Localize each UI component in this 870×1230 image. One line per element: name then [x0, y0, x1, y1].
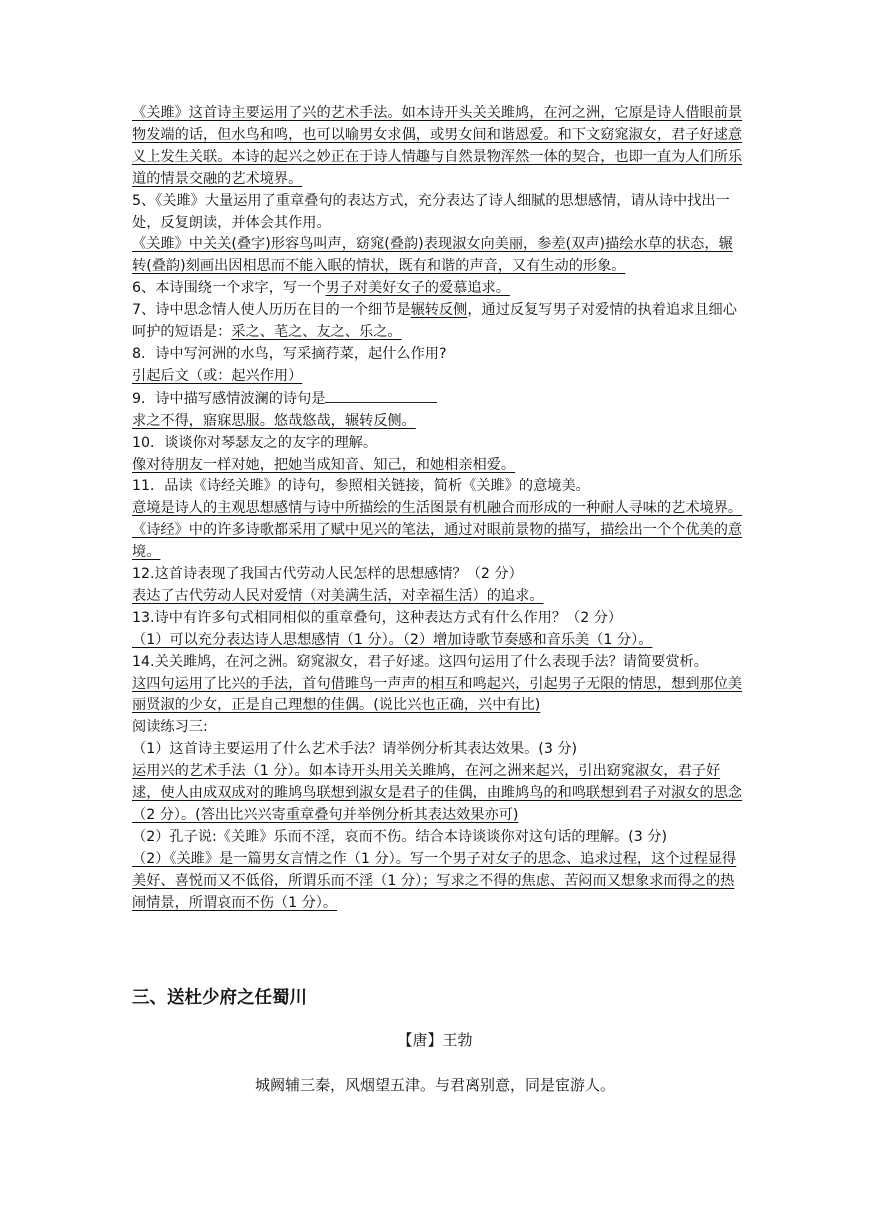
paragraph — [132, 433, 744, 455]
question-text: ，通过反复写男子对爱情的执着追求且细心呵护的短语是： — [132, 302, 737, 341]
paragraph — [132, 674, 744, 718]
poem-line: 城阙辅三秦，风烟望五津。与君离别意，同是宦游人。 — [254, 1076, 615, 1094]
question-text: 11．品读《诗经关雎》的诗句，参照相关链接，简析《关雎》的意境美。 — [132, 478, 590, 495]
poem-author: 【唐】王勃 — [397, 1031, 473, 1049]
question-text: （1）这首诗主要运用了什么艺术手法？请举例分析其表达效果。(3 分) — [132, 741, 578, 758]
answer-text: 采之、芼之、友之、乐之。 — [231, 324, 402, 341]
paragraph — [132, 717, 744, 739]
paragraph — [132, 234, 744, 278]
paragraph — [132, 411, 744, 433]
answer-text: （2）《关雎》是一篇男女言情之作（1 分）。写一个男子对女子的思念、追求过程，这个过程显得美好、喜悦而又不低俗，所谓乐而不淫（1 分）；写求之不得的焦虑、苦闷而又想象求而得之的热闹情景，所谓哀而不伤（1 分）。 — [132, 850, 737, 911]
paragraph — [132, 564, 744, 586]
paragraph — [132, 191, 744, 235]
answer-text: 引起后文（或：起兴作用） — [132, 367, 303, 384]
answer-text: 运用兴的艺术手法（1 分）。如本诗开头用关关雎鸠，在河之洲来起兴，引出窈窕淑女，君子好逑，使人由成双成对的雎鸠鸟联想到淑女是君子的佳偶，由雎鸠鸟的和鸣联想到君子对淑女的思念（2 分）。(答出比兴兴寄重章叠句并举例分析其表达效果亦可) — [132, 763, 743, 823]
section-heading: 三、送杜少府之任蜀川 — [132, 988, 307, 1008]
question-text: 10．谈谈你对琴瑟友之的友字的理解。 — [132, 434, 378, 451]
question-text: 6、本诗围绕一个求字，写一个 — [132, 280, 326, 297]
paragraph — [132, 586, 744, 608]
paragraph — [132, 278, 744, 300]
answer-text: 像对待朋友一样对她，把她当成知音、知己，和她相亲相爱。 — [132, 456, 516, 473]
paragraph — [132, 103, 744, 191]
answer-text: （1）可以充分表达诗人思想感情（1 分）。（2）增加诗歌节奏感和音乐美（1 分）。 — [132, 631, 653, 648]
paragraph — [132, 455, 744, 477]
question-text: 12.这首诗表现了我国古代劳动人民怎样的思想感情？（2 分） — [132, 566, 523, 583]
answer-text: 《关雎》中关关(叠字)形容鸟叫声，窈窕(叠韵)表现淑女向美丽，参差(双声)描绘水草的状态，辗转(叠韵)刻画出因相思而不能入眠的情状，既有和谐的声音，又有生动的形象。 — [132, 236, 733, 275]
answer-text: 这四句运用了比兴的手法，首句借雎鸟一声声的相互和鸣起兴，引起男子无限的情思，想到那位美丽贤淑的少女，正是自己理想的佳偶。(说比兴也正确，兴中有比) — [132, 675, 743, 714]
answer-text: 男子对美好女子的爱慕追求。 — [325, 280, 510, 297]
answer-text: 表达了古代劳动人民对爱情（对美满生活，对幸福生活）的追求。 — [132, 587, 544, 604]
paragraph — [132, 344, 744, 366]
question-text: 阅读练习三: — [132, 719, 208, 736]
paragraph — [132, 849, 744, 915]
question-text: 8．诗中写河洲的水鸟，写采摘荇菜，起什么作用? — [132, 345, 447, 362]
question-text: 13.诗中有许多句式相同相似的重章叠句，这种表达方式有什么作用？（2 分） — [132, 609, 623, 626]
paragraph — [132, 366, 744, 388]
paragraph — [132, 498, 744, 564]
question-text: 9．诗中描写感情波澜的诗句是 — [132, 390, 326, 407]
answer-text: 求之不得，寤寐思服。悠哉悠哉，辗转反侧。 — [132, 412, 416, 429]
paragraph — [132, 630, 744, 652]
answer-text: 《关雎》这首诗主要运用了兴的艺术手法。如本诗开头关关雎鸠，在河之洲，它原是诗人借眼前景物发端的话，但水鸟和鸣，也可以喻男女求偶，或男女间和谐恩爱。和下文窈窕淑女，君子好逑意义上发生关联。本诗的起兴之妙正在于诗人情趣与自然景物浑然一体的契合，也即一直为人们所乐道的情景交融的艺术境界。 — [132, 105, 743, 187]
answer-blank — [325, 388, 437, 403]
paragraph — [132, 476, 744, 498]
document-body — [132, 103, 744, 915]
question-text: 7、诗中思念情人使人历历在目的一个细节是 — [132, 302, 411, 319]
paragraph — [132, 827, 744, 849]
paragraph — [132, 739, 744, 761]
answer-text: 辗转反侧 — [410, 302, 468, 319]
paragraph — [132, 388, 744, 411]
paragraph — [132, 652, 744, 674]
question-text: 5、《关雎》大量运用了重章叠句的表达方式，充分表达了诗人细腻的思想感情，请从诗中找出一处，反复朗读，并体会其作用。 — [132, 192, 730, 231]
question-text: 14.关关雎鸠，在河之洲。窈窕淑女，君子好逑。这四句运用了什么表现手法？请简要赏析。 — [132, 653, 708, 670]
answer-text: 意境是诗人的主观思想感情与诗中所描绘的生活图景有机融合而形成的一种耐人寻味的艺术境界。《诗经》中的许多诗歌都采用了赋中见兴的笔法，通过对眼前景物的描写，描绘出一个个优美的意境。 — [132, 500, 743, 561]
paragraph — [132, 300, 744, 344]
paragraph — [132, 761, 744, 827]
question-text: （2）孔子说:《关雎》乐而不淫，哀而不伤。结合本诗谈谈你对这句话的理解。(3 分) — [132, 828, 667, 845]
paragraph — [132, 608, 744, 630]
